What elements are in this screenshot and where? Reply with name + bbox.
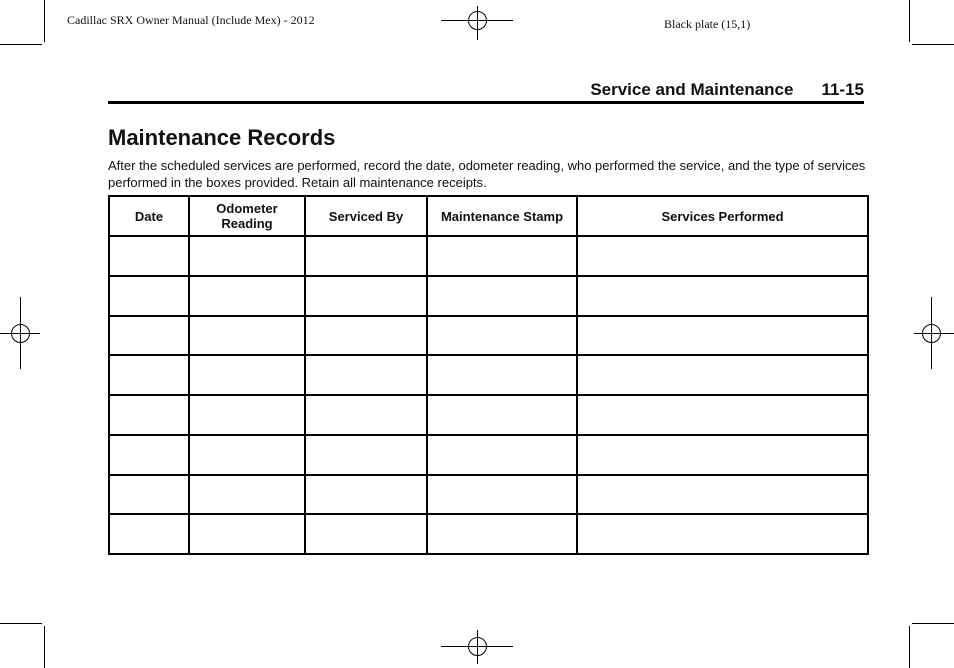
- serviced-by-cell[interactable]: [305, 395, 427, 435]
- table-row: [109, 276, 868, 316]
- maintenance-records-table: [108, 195, 869, 555]
- crop-mark: [0, 44, 42, 45]
- date-cell[interactable]: [109, 355, 189, 395]
- odometer-cell[interactable]: [189, 276, 305, 316]
- table-row: [109, 316, 868, 356]
- stamp-cell[interactable]: [427, 475, 577, 515]
- odometer-cell[interactable]: [189, 475, 305, 515]
- print-info-right: Black plate (15,1): [664, 17, 751, 31]
- stamp-cell[interactable]: [427, 236, 577, 276]
- odometer-cell[interactable]: [189, 395, 305, 435]
- crop-mark: [909, 0, 910, 42]
- crop-mark: [912, 623, 954, 624]
- table-row: [109, 236, 868, 276]
- stamp-cell[interactable]: [427, 316, 577, 356]
- services-cell[interactable]: [577, 355, 868, 395]
- stamp-cell[interactable]: [427, 395, 577, 435]
- serviced-by-cell[interactable]: [305, 435, 427, 475]
- table-header-row: [109, 196, 868, 236]
- stamp-cell[interactable]: [427, 355, 577, 395]
- date-cell[interactable]: [109, 514, 189, 554]
- date-cell[interactable]: [109, 435, 189, 475]
- services-cell[interactable]: [577, 276, 868, 316]
- running-head: [590, 80, 864, 100]
- intro-paragraph: After the scheduled services are performed, record the date, odometer reading, who performed the service, and the type of services performed in the boxes provided. Retain all maintenance receipts.: [108, 158, 866, 190]
- crop-mark: [909, 626, 910, 668]
- serviced-by-cell[interactable]: [305, 475, 427, 515]
- table-row: [109, 395, 868, 435]
- date-cell[interactable]: [109, 475, 189, 515]
- services-cell[interactable]: [577, 475, 868, 515]
- column-header-services-performed: Services Performed: [577, 196, 868, 236]
- serviced-by-cell[interactable]: [305, 316, 427, 356]
- stamp-cell[interactable]: [427, 435, 577, 475]
- column-header-odometer: Odometer Reading: [189, 196, 305, 236]
- column-header-date: Date: [109, 196, 189, 236]
- odometer-cell[interactable]: [189, 435, 305, 475]
- services-cell[interactable]: [577, 435, 868, 475]
- services-cell[interactable]: [577, 316, 868, 356]
- services-cell[interactable]: [577, 395, 868, 435]
- print-info-left: Cadillac SRX Owner Manual (Include Mex) - 2012: [67, 13, 315, 27]
- column-header-serviced-by: Serviced By: [305, 196, 427, 236]
- table-row: [109, 435, 868, 475]
- odometer-cell[interactable]: [189, 514, 305, 554]
- services-cell[interactable]: [577, 514, 868, 554]
- serviced-by-cell[interactable]: [305, 236, 427, 276]
- stamp-cell[interactable]: [427, 276, 577, 316]
- section-title: Maintenance Records: [108, 125, 336, 150]
- services-cell[interactable]: [577, 236, 868, 276]
- table-row: [109, 355, 868, 395]
- odometer-cell[interactable]: [189, 355, 305, 395]
- date-cell[interactable]: [109, 395, 189, 435]
- crop-mark: [0, 623, 42, 624]
- column-header-maintenance-stamp: Maintenance Stamp: [427, 196, 577, 236]
- crop-mark: [912, 44, 954, 45]
- odometer-cell[interactable]: [189, 316, 305, 356]
- table-row: [109, 514, 868, 554]
- serviced-by-cell[interactable]: [305, 514, 427, 554]
- header-rule: [108, 101, 864, 104]
- running-head-section: Service and Maintenance: [590, 80, 794, 99]
- serviced-by-cell[interactable]: [305, 355, 427, 395]
- page-number: 11-15: [821, 80, 864, 99]
- crop-mark: [44, 0, 45, 42]
- serviced-by-cell[interactable]: [305, 276, 427, 316]
- crop-mark: [44, 626, 45, 668]
- date-cell[interactable]: [109, 276, 189, 316]
- stamp-cell[interactable]: [427, 514, 577, 554]
- date-cell[interactable]: [109, 316, 189, 356]
- table-row: [109, 475, 868, 515]
- odometer-cell[interactable]: [189, 236, 305, 276]
- date-cell[interactable]: [109, 236, 189, 276]
